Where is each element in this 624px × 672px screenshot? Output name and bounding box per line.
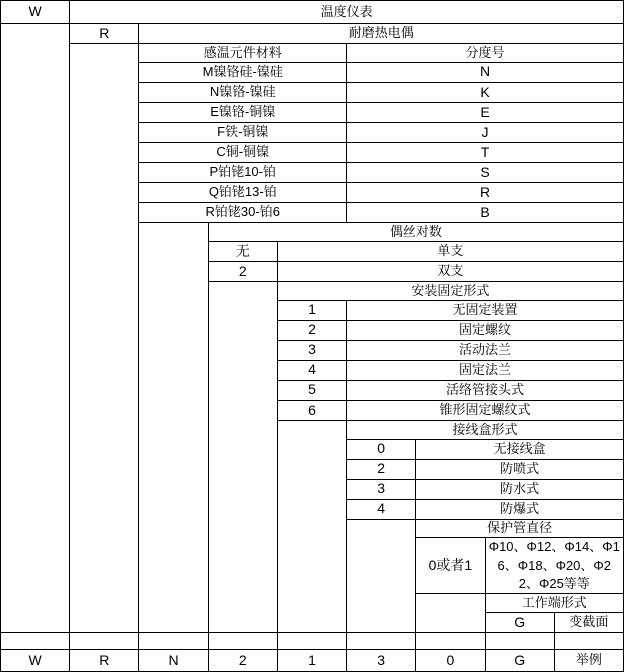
mounting-code: 2 [277, 320, 346, 340]
mounting-label: 固定法兰 [347, 360, 624, 380]
type-title: 耐磨热电偶 [139, 24, 624, 44]
spacer-cell [277, 633, 346, 650]
row-type [1, 24, 624, 44]
row-series [1, 1, 624, 24]
element-material: P铂铑10-铂 [139, 162, 347, 182]
junction-box-code: 2 [347, 459, 416, 479]
spacer-cell [416, 633, 485, 650]
working-end-label: 变截面 [554, 612, 623, 632]
row-element-header [1, 44, 624, 63]
tube-diameter-header: 保护管直径 [416, 519, 624, 538]
mounting-label: 活络管接头式 [347, 380, 624, 400]
graduation-header: 分度号 [347, 44, 624, 63]
junction-box-label: 防爆式 [416, 499, 624, 519]
element-material: F铁-铜镍 [139, 122, 347, 142]
element-material: N镍铬-镍硅 [139, 82, 347, 102]
element-material: M镍铬硅-镍硅 [139, 62, 347, 82]
element-material: C铜-铜镍 [139, 142, 347, 162]
mounting-code: 5 [277, 380, 346, 400]
row-spacer [1, 633, 624, 650]
spacer-cell [208, 633, 277, 650]
junction-box-header: 接线盒形式 [347, 420, 624, 439]
tube-diameter-code: 0或者1 [416, 538, 485, 594]
mounting-label: 固定螺纹 [347, 320, 624, 340]
working-end-header: 工作端形式 [485, 593, 623, 612]
spacer-col-0 [1, 24, 70, 633]
mounting-label: 活动法兰 [347, 340, 624, 360]
junction-box-label: 防喷式 [416, 459, 624, 479]
wire-pairs-label: 双支 [277, 261, 623, 281]
series-code: W [1, 1, 70, 24]
wire-pairs-label: 单支 [277, 241, 623, 261]
spacer-col-4 [277, 420, 346, 632]
spacer-cell [554, 633, 623, 650]
mounting-code: 6 [277, 400, 346, 420]
element-material: E镍铬-铜镍 [139, 102, 347, 122]
graduation-code: S [347, 162, 624, 182]
working-end-code: G [485, 612, 554, 632]
series-title: 温度仪表 [70, 1, 624, 24]
spacer-col-6 [416, 593, 485, 632]
spacer-cell [485, 633, 554, 650]
graduation-code: K [347, 82, 624, 102]
example-code-tube-diameter: 0 [416, 650, 485, 672]
example-code-mounting: 1 [277, 650, 346, 672]
graduation-code: T [347, 142, 624, 162]
table-body [1, 1, 624, 672]
mounting-label: 无固定装置 [347, 300, 624, 320]
row-example [1, 650, 624, 672]
type-code: R [70, 24, 139, 44]
tube-diameter-values: Φ10、Φ12、Φ14、Φ16、Φ18、Φ20、Φ22、Φ25等等 [485, 538, 623, 594]
mounting-label: 锥形固定螺纹式 [347, 400, 624, 420]
spacer-col-1 [70, 44, 139, 633]
element-material: Q铂铑13-铂 [139, 182, 347, 202]
mounting-header: 安装固定形式 [277, 281, 623, 300]
junction-box-code: 0 [347, 439, 416, 459]
example-code-type: R [70, 650, 139, 672]
junction-box-label: 防水式 [416, 479, 624, 499]
junction-box-code: 4 [347, 499, 416, 519]
example-code-graduation: N [139, 650, 208, 672]
element-material-header: 感温元件材料 [139, 44, 347, 63]
junction-box-label: 无接线盒 [416, 439, 624, 459]
spacer-cell [1, 633, 70, 650]
example-code-series: W [1, 650, 70, 672]
spacer-cell [70, 633, 139, 650]
mounting-code: 3 [277, 340, 346, 360]
mounting-code: 4 [277, 360, 346, 380]
wire-pairs-code: 无 [208, 241, 277, 261]
wire-pairs-header: 偶丝对数 [208, 223, 623, 242]
wire-pairs-code: 2 [208, 261, 277, 281]
junction-box-code: 3 [347, 479, 416, 499]
graduation-code: B [347, 203, 624, 223]
spacer-col-5 [347, 519, 416, 632]
spacer-col-2 [139, 223, 208, 633]
example-code-junction-box: 3 [347, 650, 416, 672]
graduation-code: R [347, 182, 624, 202]
graduation-code: E [347, 102, 624, 122]
example-code-working-end: G [485, 650, 554, 672]
mounting-code: 1 [277, 300, 346, 320]
spacer-col-3 [208, 281, 277, 632]
spacer-cell [347, 633, 416, 650]
example-label: 举例 [554, 650, 623, 672]
example-code-wire-pairs: 2 [208, 650, 277, 672]
graduation-code: J [347, 122, 624, 142]
graduation-code: N [347, 62, 624, 82]
spacer-cell [139, 633, 208, 650]
element-material: R铂铑30-铂6 [139, 203, 347, 223]
